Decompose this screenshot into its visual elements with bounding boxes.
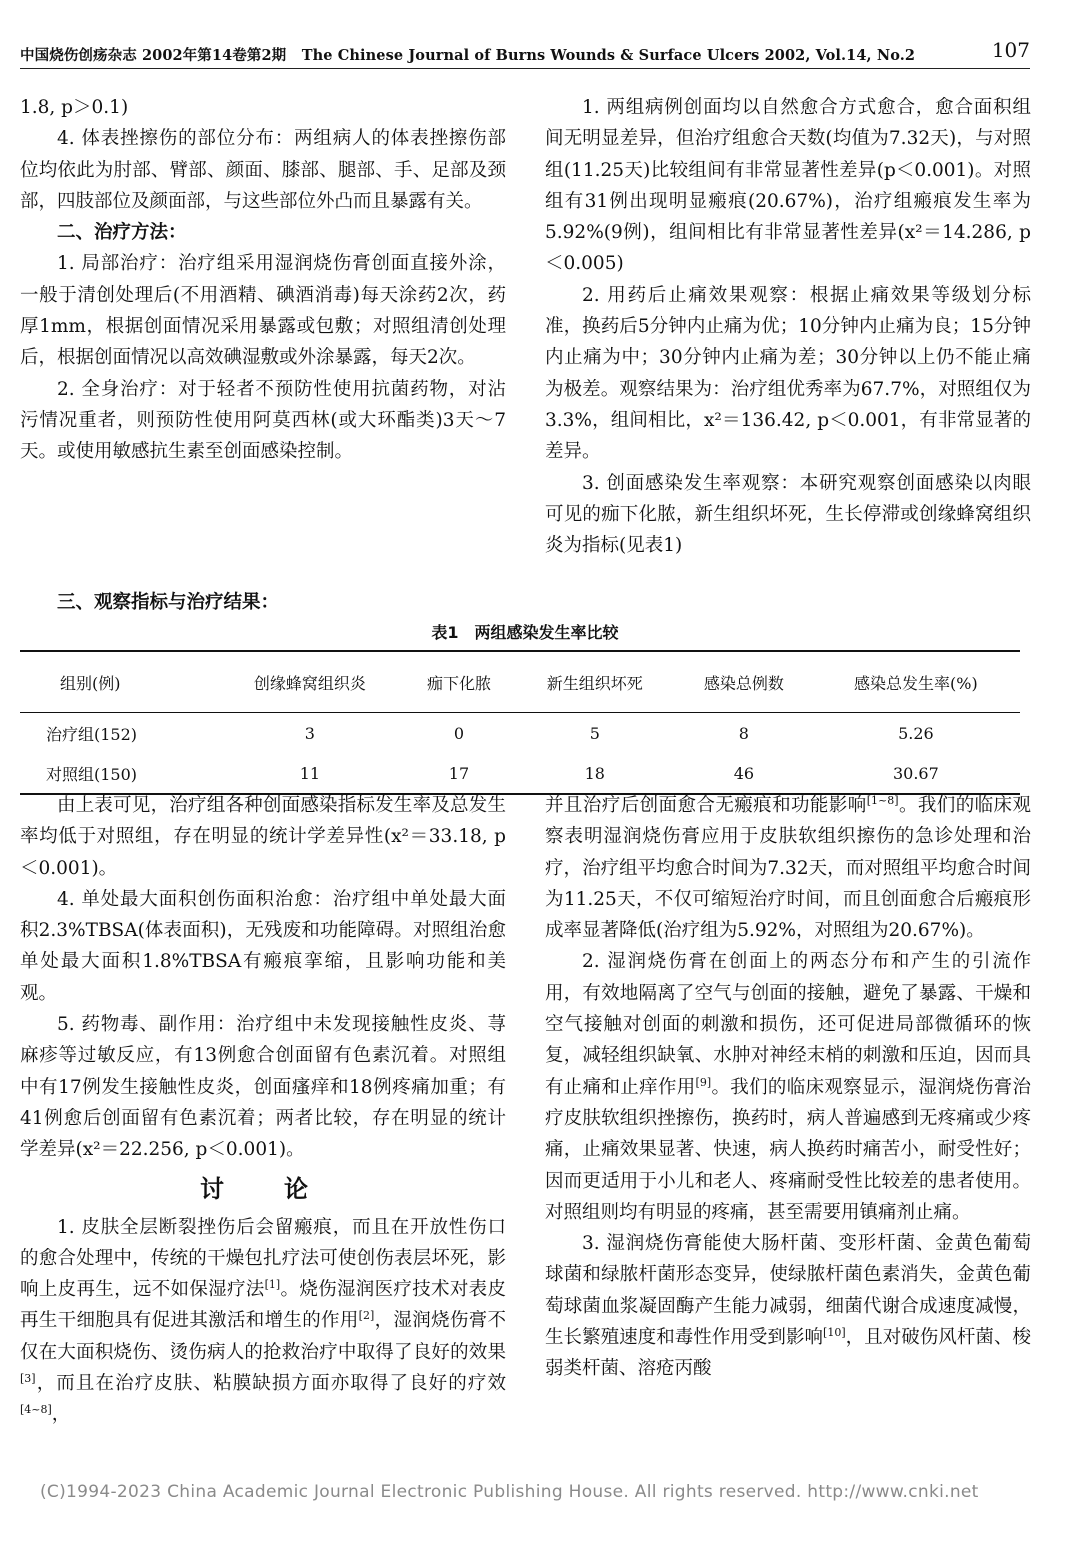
paragraph: 1. 两组病例创面均以自然愈合方式愈合，愈合面积组间无明显差异，但治疗组愈合天数(均值为7.32天)，与对照组(11.25天)比较组间有非常显著性差异(p＜0.001)。对照组有31例出现明显瘢痕(20.67%)，治疗组瘢痕发生率为5.92%(9例)，组间相比有非常显著性差异(x²＝14.286, p＜0.005) — [545, 97, 1031, 275]
text-run: ， — [51, 1404, 71, 1426]
table-cell: 11 — [299, 763, 321, 783]
paragraph: 2. 全身治疗：对于轻者不预防性使用抗菌药物，对沾污情况重者，则预防性使用阿莫西林(或大环酯类)3天～7天。或使用敏感抗生素至创面感染控制。 — [20, 378, 506, 463]
paragraph — [545, 790, 1031, 946]
paragraph — [545, 1228, 1031, 1384]
column-header: 组别(例) — [20, 651, 215, 713]
table-header-row — [20, 651, 1020, 713]
text-run: ，而且在治疗皮肤、粘膜缺损方面亦取得了良好的疗效 — [35, 1373, 506, 1395]
paragraph: 2. 用药后止痛效果观察：根据止痛效果等级划分标准，换药后5分钟内止痛为优；10分钟内止痛为良；15分钟内止痛为中；30分钟内止痛为差；30分钟以上仍不能止痛为极差。观察结果为：治疗组优秀率为67.7%，对照组仅为3.3%，组间相比，x²＝136.42, p＜0.001，有非常显著的差异。 — [545, 284, 1031, 463]
paragraph: 由上表可见，治疗组各种创面感染指标发生率及总发生率均低于对照组，存在明显的统计学差异性(x²＝33.18, p＜0.001)。 — [20, 795, 506, 879]
page-number: 107 — [991, 38, 1030, 62]
table-cell: 3 — [304, 723, 315, 743]
table-caption: 表1 两组感染发生率比较 — [431, 623, 619, 642]
paragraph: 4. 体表挫擦伤的部位分布：两组病人的体表挫擦伤部位均依此为肘部、臂部、颜面、膝部、腿部、手、足部及颈部，四肢部位及颜面部，与这些部位外凸而且暴露有关。 — [20, 128, 506, 212]
paragraph: 3. 创面感染发生率观察：本研究观察创面感染以肉眼可见的痂下化脓，新生组织坏死，生长停滞或创缘蜂窝组织炎为指标(见表1) — [545, 472, 1031, 557]
text-run: ，湿润烧伤膏不仅在大面积烧伤、烫伤病人的抢救治疗中取得了良好的效果 — [20, 1310, 506, 1363]
table-cell: 0 — [453, 723, 465, 743]
column-header: 创缘蜂窝组织炎 — [215, 651, 404, 713]
text-run: 并且治疗后创面愈合无瘢痕和功能影响 — [545, 795, 867, 816]
text-run: 。烧伤湿润医疗技术对表皮再生干细胞具有促进其激活和增生的作用 — [20, 1279, 506, 1332]
text-run: 。我们的临床观察显示，湿润烧伤膏治疗皮肤软组织挫擦伤，换药时，病人普遍感到无疼痛或少疼痛，止痛效果显著、快速，病人换药时痛苦小，耐受性好；因而更适用于小儿和老人、疼痛耐受性比较差的患者使用。对照组则均有明显的疼痛，甚至需要用镇痛剂止痛。 — [545, 1076, 1031, 1223]
section-heading-treatment: 二、治疗方法： — [57, 222, 187, 244]
infection-rate-table — [20, 650, 1020, 795]
journal-title-cn: 中国烧伤创疡杂志 2002年第14卷第2期 — [20, 47, 287, 64]
column-header: 新生组织坏死 — [514, 651, 676, 713]
paragraph: 1.8, p＞0.1) — [20, 97, 129, 118]
table-cell: 18 — [584, 763, 605, 783]
text-run: 。我们的临床观察表明湿润烧伤膏应用于皮肤软组织擦伤的急诊处理和治疗，治疗组平均愈合时间为7.32天，而对照组平均愈合时间为11.25天，不仅可缩短治疗时间，而且创面愈合后瘢痕形成率显著降低(治疗组为5.92%，对照组为20.67%)。 — [545, 795, 1031, 942]
paragraph — [545, 946, 1031, 1228]
table-cell: 8 — [738, 723, 749, 743]
citation-ref: [4~8] — [20, 1403, 52, 1417]
text-run: 2. 湿润烧伤膏在创面上的两态分布和产生的引流作用，有效地隔离了空气与创面的接触，避免了暴露、干燥和空气接触对创面的刺激和损伤，还可促进局部微循环的恢复，减轻组织缺氧、水肿对神经末梢的刺激和压迫，因而具有止痛和止痒作用 — [545, 951, 1031, 1098]
left-column-bottom — [20, 790, 506, 1431]
section-heading-results: 三、观察指标与治疗结果： — [57, 592, 280, 613]
table-cell: 治疗组(152) — [46, 724, 138, 744]
paragraph: 4. 单处最大面积创伤面积治愈：治疗组中单处最大面积2.3%TBSA(体表面积)，无残废和功能障碍。对照组治愈单处最大面积1.8%TBSA有瘢痕挛缩，且影响功能和美观。 — [20, 888, 506, 1004]
citation-ref: [10] — [823, 1325, 846, 1339]
column-header: 感染总发生率(%) — [812, 651, 1020, 713]
citation-ref: [1~8] — [866, 793, 899, 807]
left-column-top — [20, 92, 506, 468]
table-cell: 30.67 — [892, 763, 939, 783]
text-run: ，且对破伤风杆菌、梭弱类杆菌、溶疮丙酸 — [545, 1327, 1031, 1380]
running-header — [20, 38, 1030, 69]
paragraph: 1. 局部治疗：治疗组采用湿润烧伤膏创面直接外涂，一般于清创处理后(不用酒精、碘酒消毒)每天涂药2次，药厚1mm，根据创面情况采用暴露或包敷；对照组清创处理后，根据创面情况以高效碘湿敷或外涂暴露，每天2次。 — [20, 253, 506, 369]
citation-ref: [2] — [358, 1309, 375, 1323]
column-header: 痂下化脓 — [404, 651, 513, 713]
table-row — [20, 713, 1020, 754]
right-column-bottom — [545, 790, 1031, 1385]
citation-ref: [9] — [695, 1075, 712, 1089]
citation-ref: [3] — [20, 1371, 36, 1385]
journal-title-en: The Chinese Journal of Burns Wounds & Surface Ulcers 2002, Vol.14, No.2 — [301, 47, 916, 64]
table-cell: 17 — [448, 763, 470, 783]
paragraph: 5. 药物毒、副作用：治疗组中未发现接触性皮炎、荨麻疹等过敏反应，有13例愈合创面留有色素沉着。对照组中有17例发生接触性皮炎，创面瘙痒和18例疼痛加重；有41例愈后创面留有色素沉着；两者比较，存在明显的统计学差异(x²＝22.256, p＜0.001)。 — [20, 1014, 506, 1161]
text-run: 3. 湿润烧伤膏能使大肠杆菌、变形杆菌、金黄色葡萄球菌和绿脓杆菌形态变异，使绿脓杆菌色素消失，金黄色葡萄球菌血浆凝固酶产生能力减弱，细菌代谢合成速度减慢，生长繁殖速度和毒性作用受到影响 — [545, 1233, 1031, 1349]
right-column-top — [545, 92, 1031, 561]
paragraph — [20, 1212, 506, 1431]
journal-citation — [20, 44, 915, 65]
table-cell: 5 — [589, 723, 600, 743]
column-header: 感染总例数 — [676, 651, 812, 713]
table-cell: 对照组(150) — [46, 764, 138, 784]
copyright-watermark: (C)1994-2023 China Academic Journal Electronic Publishing House. All rights reserved. http://www.cnki.net — [40, 1482, 979, 1502]
table-row — [20, 753, 1020, 794]
table-cell: 5.26 — [898, 723, 934, 743]
discussion-heading: 讨 论 — [200, 1173, 326, 1203]
table-cell: 46 — [733, 763, 755, 783]
citation-ref: [1] — [264, 1278, 281, 1291]
text-run: 1. 皮肤全层断裂挫伤后会留瘢痕，而且在开放性伤口的愈合处理中，传统的干燥包扎疗法可使创伤表层坏死，影响上皮再生，远不如保湿疗法 — [20, 1216, 506, 1301]
